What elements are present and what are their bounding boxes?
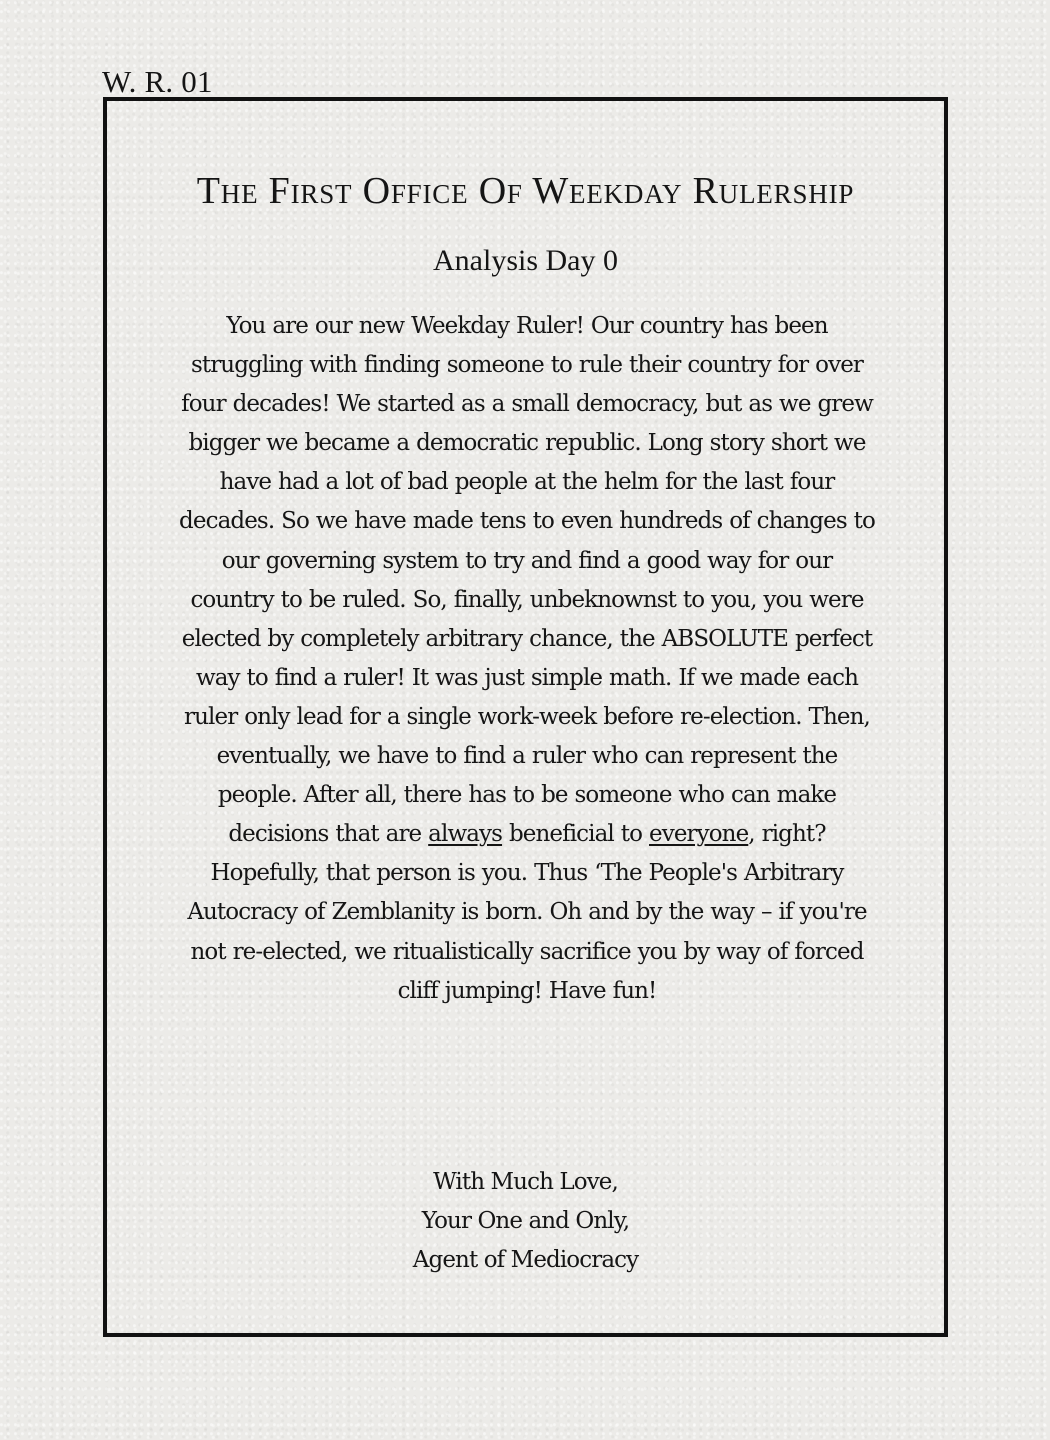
emphasis-everyone: everyone [649,821,749,848]
signature-line-3: Agent of Mediocracy [412,1247,639,1273]
letter-body-part-2: beneficial to [502,821,650,848]
document-subtitle: Analysis Day 0 [433,244,618,277]
letter-body [177,307,877,1011]
document-frame [103,97,948,1337]
document-title: The First Office Of Weekday Rulership [196,170,855,212]
emphasis-always: always [428,821,503,848]
signature-line-1: With Much Love, [433,1169,618,1195]
signature-line-2: Your One and Only, [421,1208,630,1234]
letter-body-part-3: , right? Hopefully, that person is you. Thus ‘The People's Arbitrary Autocracy of Zemblanity is born. Oh and by the way – if you're not re-elected, we ritualistically sacrifice you by way of forced cliff jumping! Have fun! [187,821,867,1004]
signature-block [107,1163,944,1280]
document-code: W. R. 01 [102,64,213,99]
letter-body-part-1: You are our new Weekday Ruler! Our country has been struggling with finding someone to rule their country for over four decades! We started as a small democracy, but as we grew bigger we became a democratic republic. Long story short we have had a lot of bad people at the helm for the last four decades. So we have made tens to even hundreds of changes to our governing system to try and find a good way for our country to be ruled. So, finally, unbeknownst to you, you were elected by completely arbitrary chance, the ABSOLUTE perfect way to find a ruler! It was just simple math. If we made each ruler only lead for a single work-week before re-election. Then, eventually, we have to find a ruler who can represent the people. After all, there has to be someone who can make decisions that are [179,313,875,848]
